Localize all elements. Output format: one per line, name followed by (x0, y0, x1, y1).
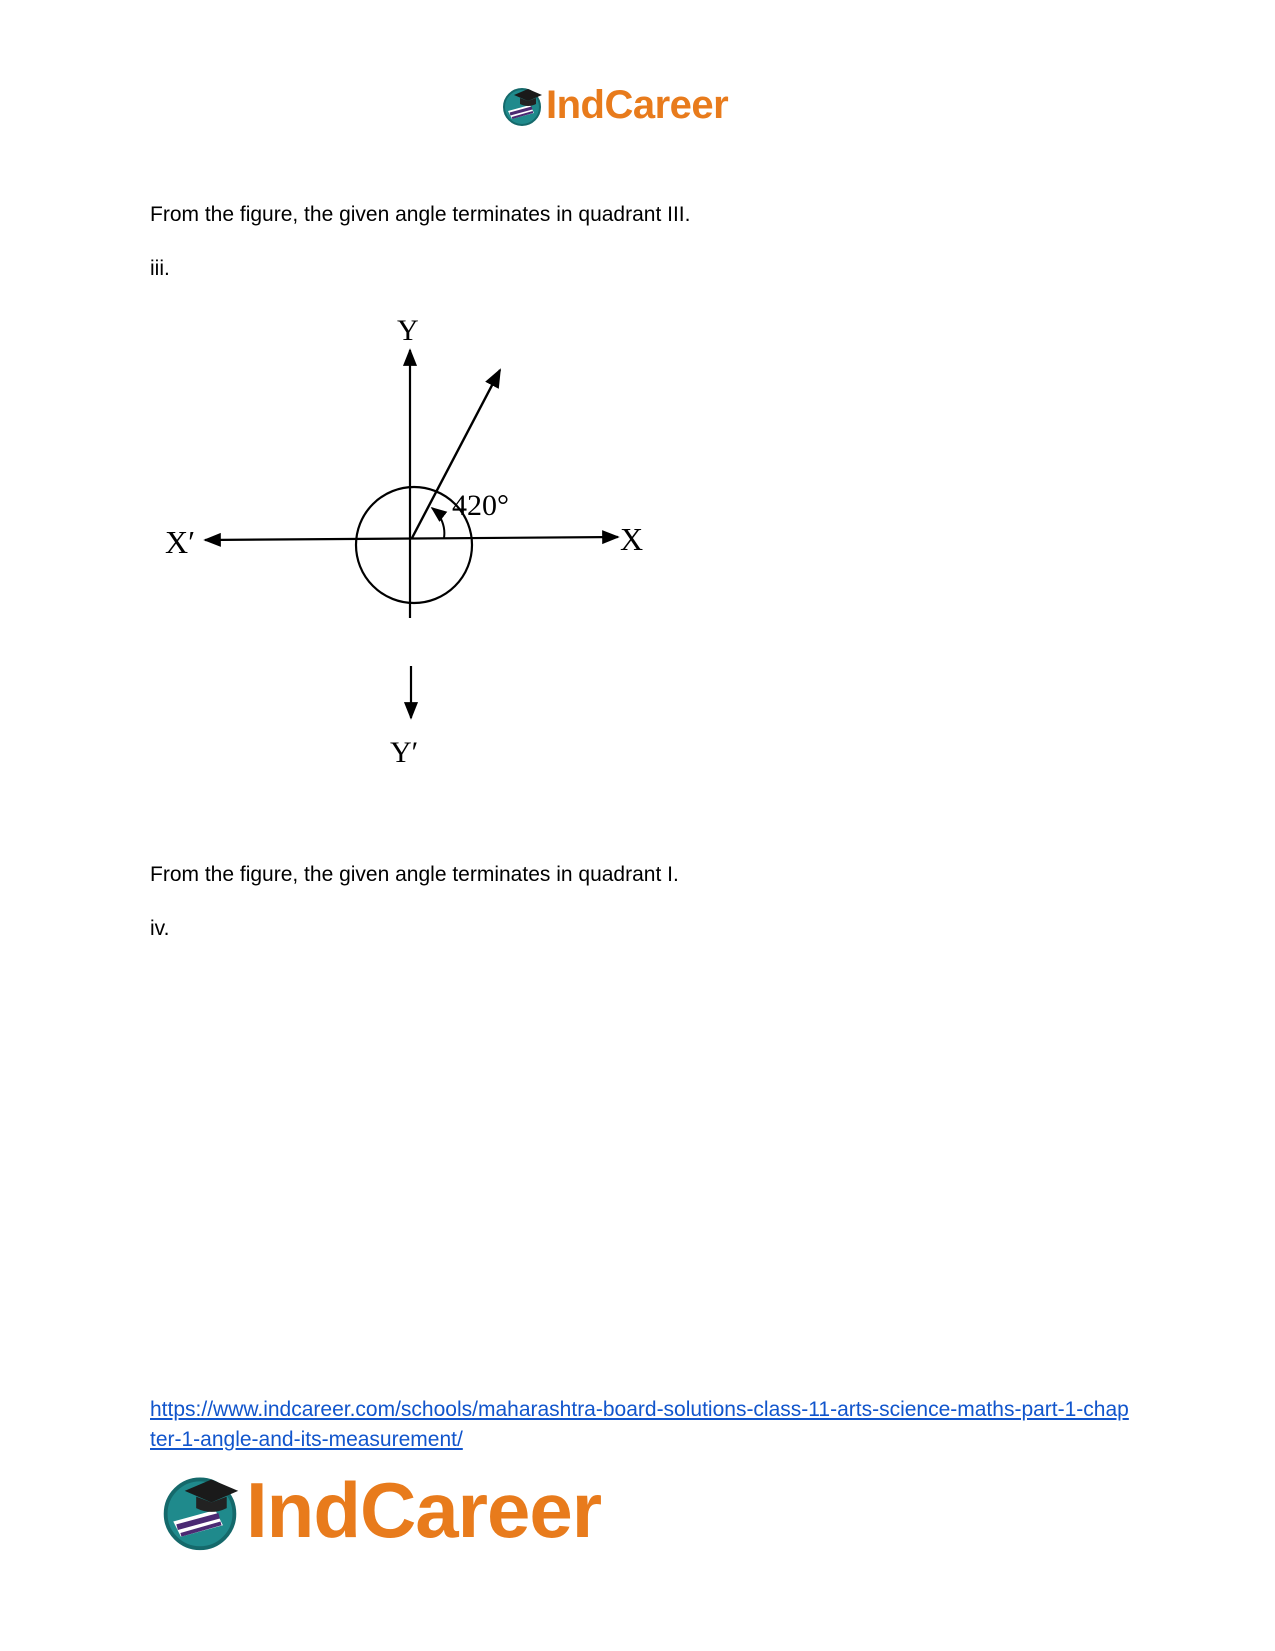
logo-wordmark: IndCareer (546, 82, 729, 127)
source-link[interactable]: https://www.indcareer.com/schools/maharashtra-board-solutions-class-11-arts-science-maths-part-1-chapter-1-angle-and-its-measurement/ (150, 1398, 1129, 1451)
angle-label: 420° (452, 489, 509, 522)
label-y: Y (397, 320, 419, 347)
label-x-prime: X′ (165, 524, 196, 560)
footer-logo (158, 1465, 601, 1555)
paragraph-quadrant-iii: From the figure, the given angle terminates in quadrant III. (150, 203, 691, 226)
header-logo (500, 80, 728, 130)
graduation-cap-book-globe-icon (158, 1468, 242, 1552)
label-y-prime: Y′ (390, 736, 419, 769)
item-label-iv: iv. (150, 917, 170, 940)
paragraph-quadrant-i: From the figure, the given angle terminates in quadrant I. (150, 863, 679, 886)
logo-wordmark: IndCareer (246, 1465, 602, 1554)
item-label-iii: iii. (150, 257, 170, 280)
angle-figure (150, 320, 670, 780)
label-x: X (620, 521, 644, 557)
angle-arc (432, 508, 444, 538)
graduation-cap-book-globe-icon (500, 83, 544, 127)
